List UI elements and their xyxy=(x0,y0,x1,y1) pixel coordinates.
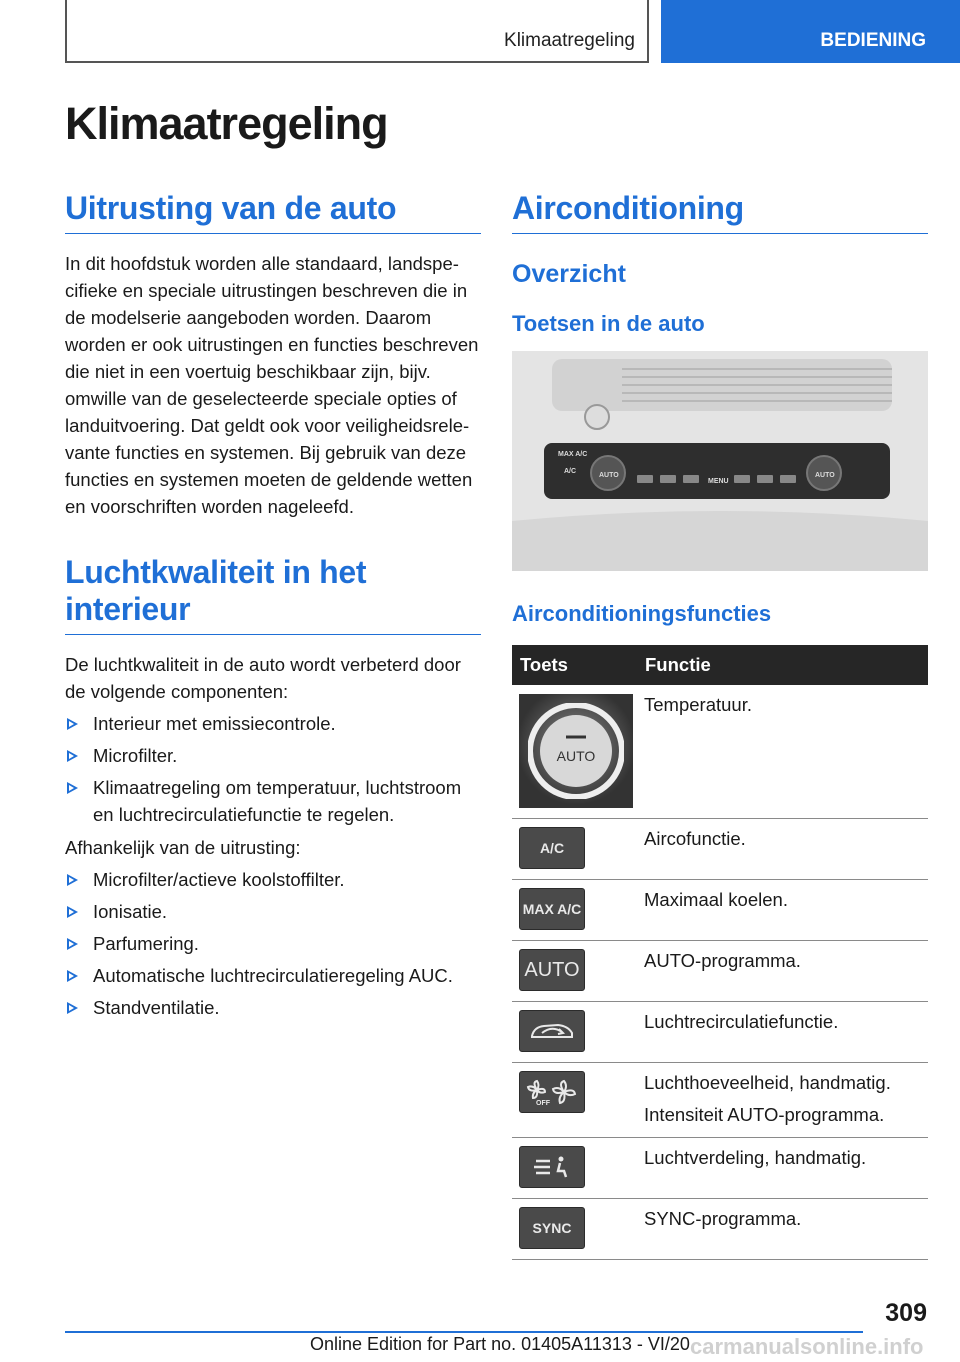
watermark-text: carmanualsonline.info xyxy=(690,1334,924,1359)
chapter-title: Klimaatregeling xyxy=(65,98,388,149)
function-text: Luchtrecirculatiefunctie. xyxy=(637,1002,928,1063)
auto-key-icon: AUTO xyxy=(519,949,585,991)
function-text: Temperatuur. xyxy=(637,685,928,819)
table-header-row xyxy=(512,645,928,685)
table-row xyxy=(512,1199,928,1260)
list-item: Standventilatie. xyxy=(65,994,481,1021)
list-item: Automatische luchtrecirculatieregeling AUC. xyxy=(65,962,481,989)
bullet-triangle-icon xyxy=(67,938,78,950)
list-item: Parfumering. xyxy=(65,930,481,957)
bullet-triangle-icon xyxy=(67,782,78,794)
function-text: Maximaal koelen. xyxy=(637,880,928,941)
photo-label-menu: MENU xyxy=(708,478,729,485)
list-item: Microfilter/actieve koolstoffilter. xyxy=(65,866,481,893)
overview-heading: Overzicht xyxy=(512,260,626,288)
svg-text:OFF: OFF xyxy=(536,1100,550,1107)
section-title-airconditioning: Airconditioning xyxy=(512,190,928,234)
max-ac-key-icon: MAX A/C xyxy=(519,888,585,930)
photo-label-max-ac: MAX A/C xyxy=(558,451,588,458)
list-item: Microfilter. xyxy=(65,742,481,769)
equipment-dependent-label: Afhankelijk van de uitrusting: xyxy=(65,837,301,858)
table-row xyxy=(512,1138,928,1199)
sync-key-icon: SYNC xyxy=(519,1207,585,1249)
bullet-triangle-icon xyxy=(67,1002,78,1014)
control-panel-illustration xyxy=(512,351,928,571)
optional-list xyxy=(65,866,481,1021)
functions-table xyxy=(512,645,928,1260)
recirculation-key-icon xyxy=(519,1010,585,1052)
column-header-key: Toets xyxy=(512,645,637,685)
table-row xyxy=(512,1002,928,1063)
bullet-triangle-icon xyxy=(67,718,78,730)
bullet-triangle-icon xyxy=(67,750,78,762)
header-section-title: Klimaatregeling xyxy=(504,30,635,51)
functions-heading: Airconditioningsfuncties xyxy=(512,601,772,626)
component-list xyxy=(65,710,481,828)
equipment-paragraph: In dit hoofdstuk worden alle standaard, landspecifieke en speciale uitrustingen beschreven die in de modelserie aangeboden worden. Daarom worden er ook uitrustingen en functies beschreven die niet in een voertuig beschikbaar zijn, bijv. omwille van de geselecteerde speciale opties of landuitvoering. Dat geldt ook voor veiligheidsrelevante functies en systemen. Bij gebruik van deze functies en systemen moeten de geldende wetten en voorschriften worden nageleefd. xyxy=(65,253,479,517)
table-row xyxy=(512,819,928,880)
table-row xyxy=(512,880,928,941)
photo-label-auto-right: AUTO xyxy=(815,472,835,479)
table-row xyxy=(512,941,928,1002)
svg-text:AUTO: AUTO xyxy=(556,748,596,764)
bullet-triangle-icon xyxy=(67,906,78,918)
section-title-equipment: Uitrusting van de auto xyxy=(65,190,481,234)
control-panel-photo xyxy=(512,351,928,571)
ac-key-icon: A/C xyxy=(519,827,585,869)
section-title-air-quality: Luchtkwaliteit in het interieur xyxy=(65,554,481,635)
left-column xyxy=(65,190,481,1021)
table-row xyxy=(512,1063,928,1138)
list-item: Klimaatregeling om temperatuur, luchtstroom en luchtrecirculatiefunctie te regelen. xyxy=(65,774,481,828)
air-distribution-key-icon xyxy=(519,1146,585,1188)
function-text: SYNC-programma. xyxy=(637,1199,928,1260)
function-text-secondary: Intensiteit AUTO-programma. xyxy=(644,1104,885,1125)
function-text: AUTO-programma. xyxy=(637,941,928,1002)
edition-text: Online Edition for Part no. 01405A11313 - VI/20 xyxy=(310,1334,690,1354)
bullet-triangle-icon xyxy=(67,874,78,886)
air-quality-paragraph: De luchtkwaliteit in de auto wordt verbeterd door de volgende componenten: xyxy=(65,654,461,702)
photo-label-ac: A/C xyxy=(564,468,577,475)
function-text: Luchthoeveelheid, handmatig. xyxy=(644,1072,891,1093)
column-header-function: Functie xyxy=(637,645,928,685)
right-column xyxy=(512,190,928,1260)
list-item: Interieur met emissiecontrole. xyxy=(65,710,481,737)
fan-key-icon xyxy=(519,1071,585,1113)
bullet-triangle-icon xyxy=(67,970,78,982)
page-number: 309 xyxy=(885,1299,927,1327)
function-text: Luchtverdeling, handmatig. xyxy=(637,1138,928,1199)
table-row xyxy=(512,685,928,819)
footer-divider xyxy=(65,1331,863,1333)
keys-heading: Toetsen in de auto xyxy=(512,311,705,336)
header-chapter-tab: BEDIENING xyxy=(661,0,960,63)
photo-label-auto-left: AUTO xyxy=(599,472,619,479)
list-item: Ionisatie. xyxy=(65,898,481,925)
temperature-knob-icon xyxy=(519,694,633,808)
function-text: Aircofunctie. xyxy=(637,819,928,880)
